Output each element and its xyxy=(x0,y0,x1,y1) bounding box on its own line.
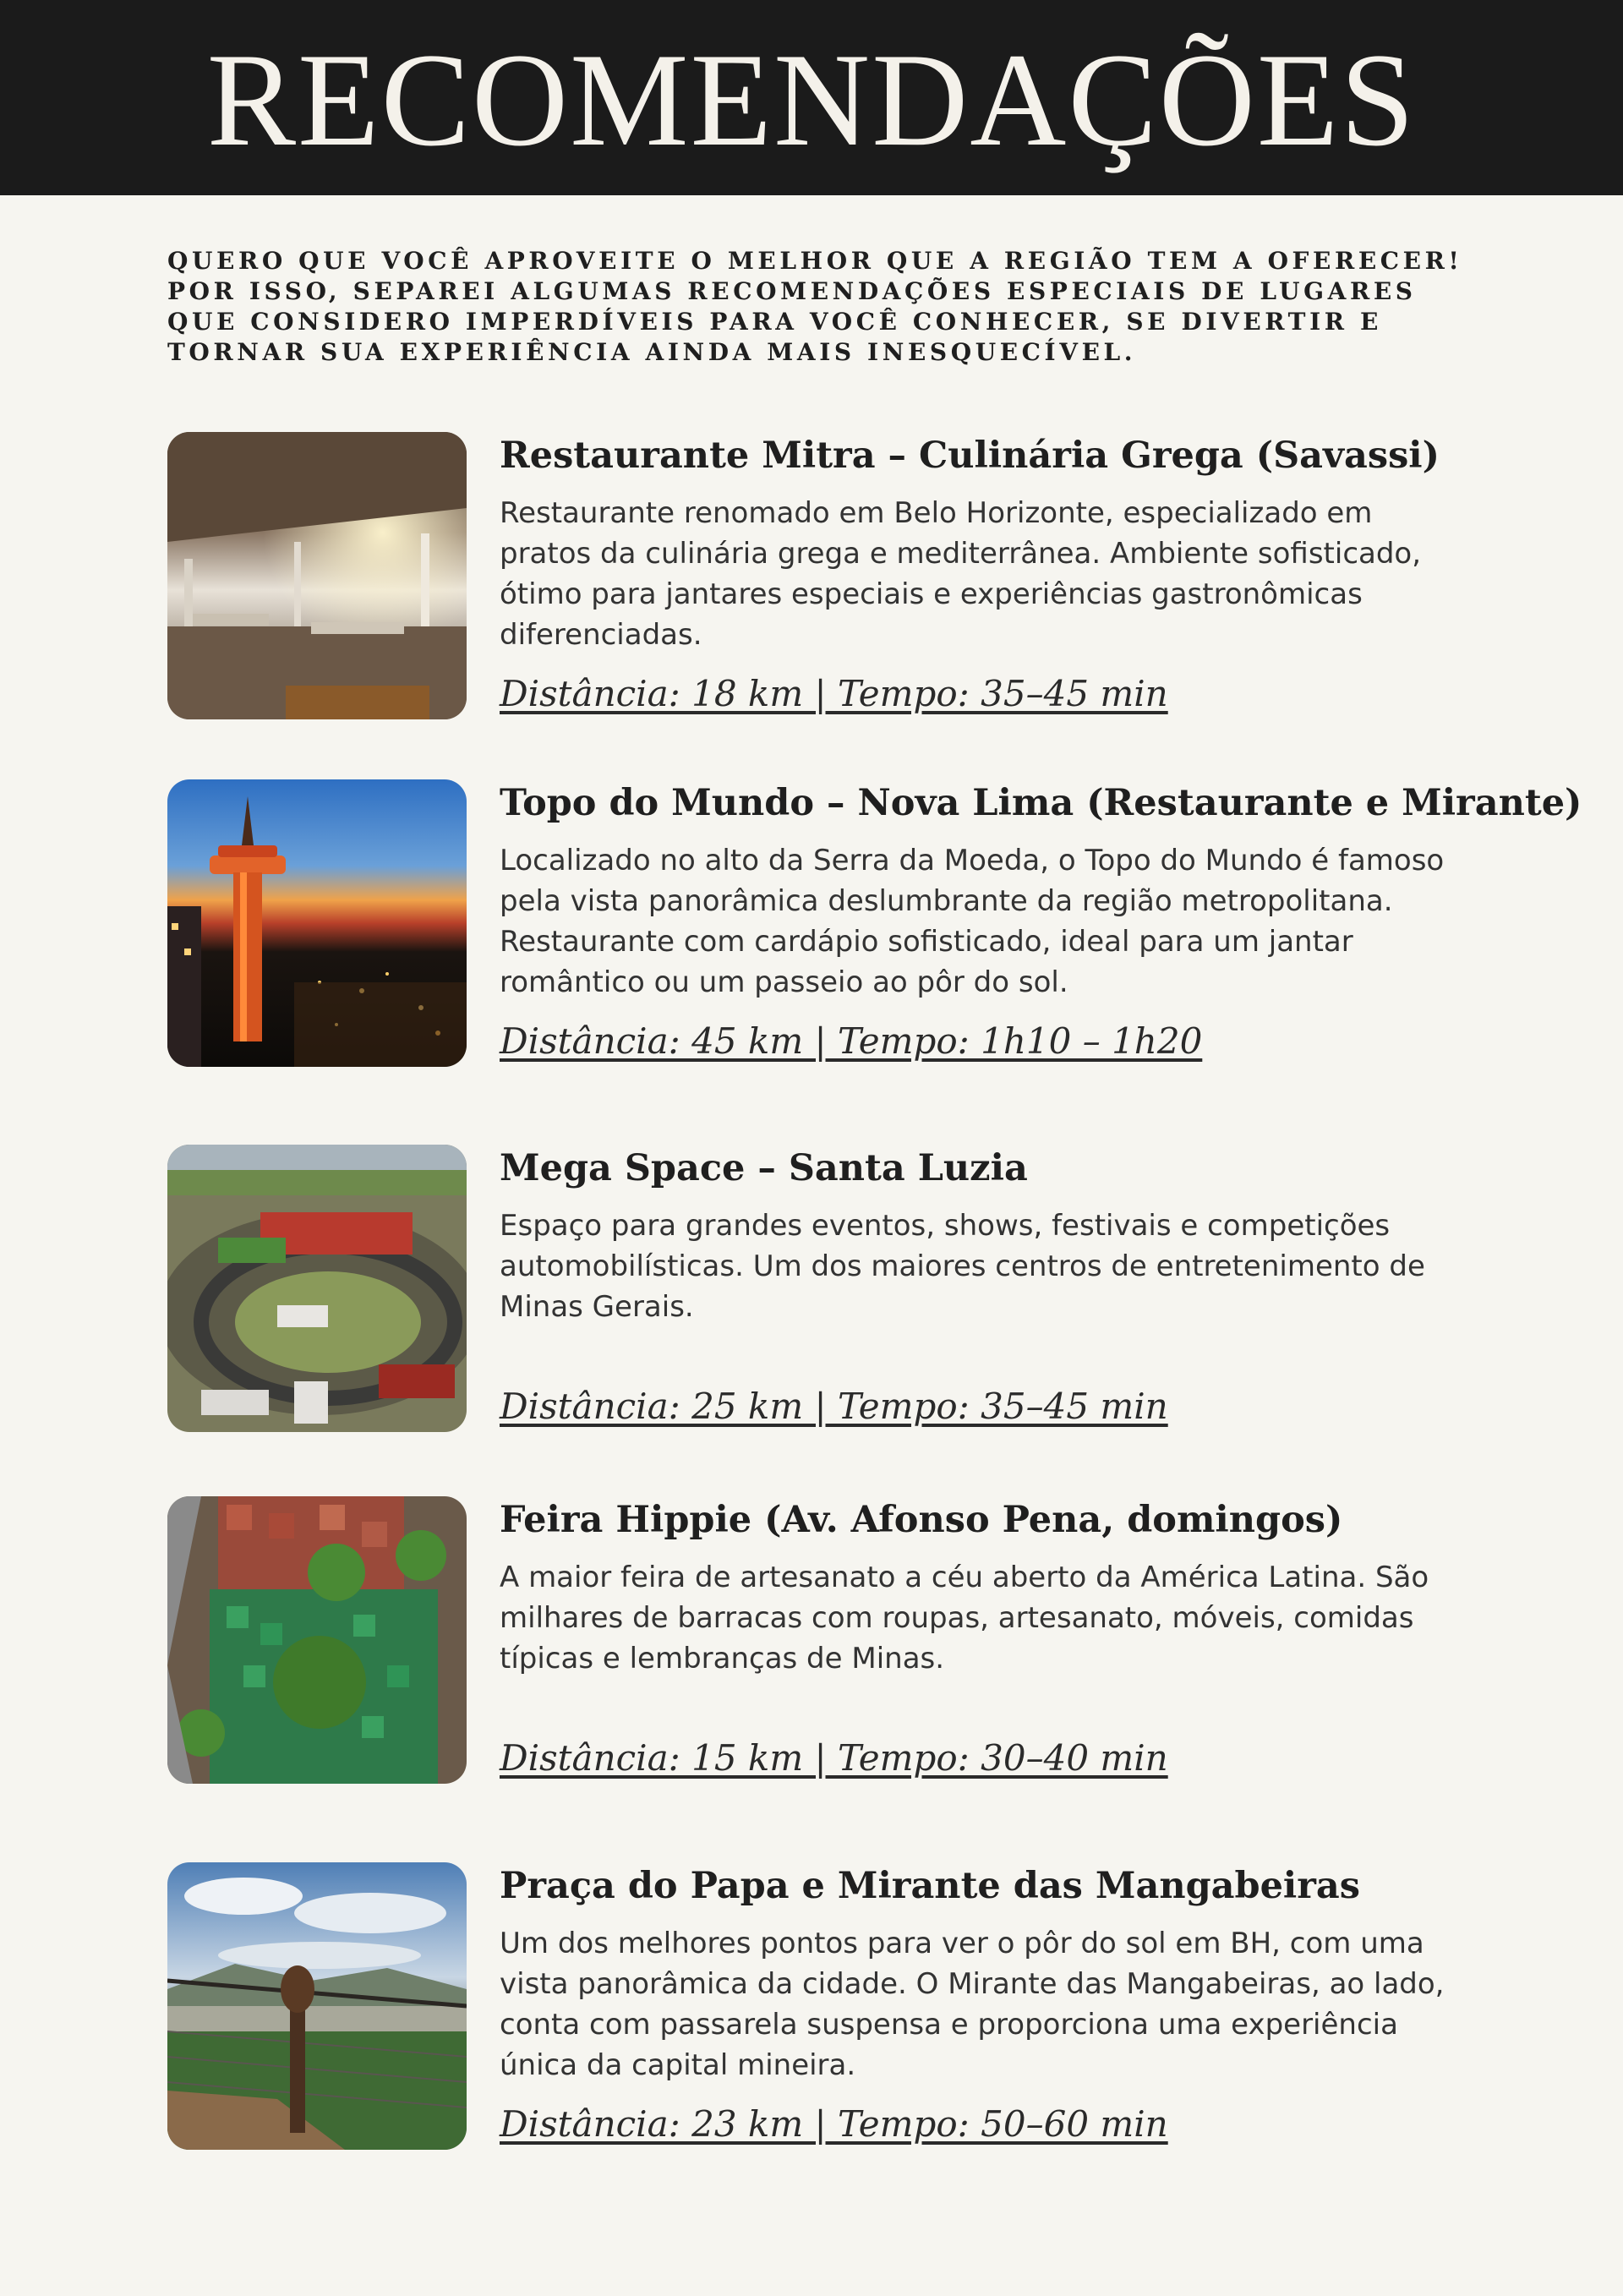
place-description: Localizado no alto da Serra da Moeda, o Topo do Mundo é famoso pela vista panorâmica deslumbrante da região metropolitana. Restaurante com cardápio sofisticado, ideal para um jantar romântico ou um passeio ao pôr do sol. xyxy=(500,844,1445,999)
place-distance-time: Distância: 45 km | Tempo: 1h10 – 1h20 xyxy=(500,1020,1203,1062)
place-card-mega-space xyxy=(167,1145,1486,1432)
place-title: Mega Space – Santa Luzia xyxy=(500,1147,1028,1189)
place-photo-mega-space xyxy=(167,1145,467,1432)
place-photo-praca-do-papa xyxy=(167,1862,467,2150)
intro-text: QUERO QUE VOCÊ APROVEITE O MELHOR QUE A REGIÃO TEM A OFERECER! POR ISSO, SEPAREI ALGUMAS RECOMENDAÇÕES ESPECIAIS DE LUGARES QUE CONSIDERO IMPERDÍVEIS PARA VOCÊ CONHECER, SE DIVERTIR E TORNAR SUA EXPERIÊNCIA AINDA MAIS INESQUECÍVEL. xyxy=(167,247,1463,366)
place-distance-time: Distância: 25 km | Tempo: 35–45 min xyxy=(500,1386,1168,1427)
place-card-mitra xyxy=(167,432,1486,719)
place-title: Feira Hippie (Av. Afonso Pena, domingos) xyxy=(500,1499,1343,1541)
place-title: Topo do Mundo – Nova Lima (Restaurante e Mirante) xyxy=(500,782,1582,824)
place-photo-mitra xyxy=(167,432,467,719)
place-photo-feira-hippie xyxy=(167,1496,467,1784)
place-distance-time: Distância: 15 km | Tempo: 30–40 min xyxy=(500,1737,1168,1779)
place-title: Restaurante Mitra – Culinária Grega (Savassi) xyxy=(500,435,1440,477)
place-description: Um dos melhores pontos para ver o pôr do sol em BH, com uma vista panorâmica da cidade. O Mirante das Mangabeiras, ao lado, conta com passarela suspensa e proporciona uma experiência única da capital mineira. xyxy=(500,1927,1445,2082)
header-banner xyxy=(0,0,1623,195)
place-distance-time: Distância: 23 km | Tempo: 50–60 min xyxy=(500,2103,1168,2145)
place-card-feira-hippie xyxy=(167,1496,1486,1784)
place-photo-topo-do-mundo xyxy=(167,779,467,1067)
place-description: Restaurante renomado em Belo Horizonte, especializado em pratos da culinária grega e mediterrânea. Ambiente sofisticado, ótimo para jantares especiais e experiências gastronômicas diferenciadas. xyxy=(500,496,1422,652)
place-description: A maior feira de artesanato a céu aberto da América Latina. São milhares de barracas com roupas, artesanato, móveis, comidas típicas e lembranças de Minas. xyxy=(500,1561,1429,1676)
place-title: Praça do Papa e Mirante das Mangabeiras xyxy=(500,1865,1360,1907)
page-title: RECOMENDAÇÕES xyxy=(206,26,1417,174)
place-distance-time: Distância: 18 km | Tempo: 35–45 min xyxy=(500,673,1168,714)
place-card-topo-do-mundo xyxy=(167,779,1582,1067)
place-description: Espaço para grandes eventos, shows, festivais e competições automobilísticas. Um dos maiores centros de entretenimento de Minas Gerais. xyxy=(500,1209,1425,1324)
place-card-praca-do-papa xyxy=(167,1862,1486,2150)
